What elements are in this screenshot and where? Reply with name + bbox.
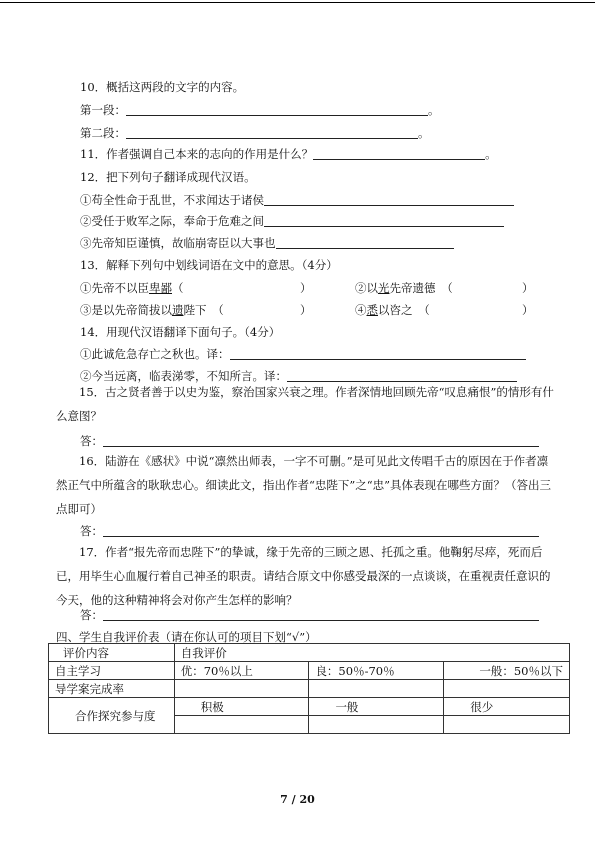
option-good[interactable]: 良：50％-70％ bbox=[309, 662, 444, 680]
answer-line[interactable] bbox=[126, 126, 418, 139]
option-average[interactable]: 一般：50％以下 bbox=[444, 662, 570, 680]
q13-item-3: ③是以先帝简拔以遗陛下 （ bbox=[80, 303, 224, 317]
q12-sentence-3: ③先帝知臣谨慎，故临崩寄臣以大事也 bbox=[80, 236, 454, 250]
table-row bbox=[49, 698, 570, 716]
q13-close-4: ） bbox=[522, 303, 534, 317]
q14-sentence-2: ②今当远离，临表涕零，不知所言。译： bbox=[80, 369, 517, 383]
answer-line[interactable] bbox=[103, 434, 539, 447]
q13-close-1: ） bbox=[300, 281, 312, 295]
answer-line[interactable] bbox=[103, 524, 539, 537]
question-17: 17．作者“报先帝而忠陛下”的挚诚，缘于先帝的三顾之恩、托孤之重。他鞠躬尽瘁，死而后已，用毕生心血履行着自己神圣的职责。请结合原文中你感受最深的一点谈谈，在重视责任意识的今天，他的这种精神将会对你产生怎样的影响？ bbox=[56, 545, 551, 607]
q14-sentence-1: ①此诚危急存亡之秋也。译： bbox=[80, 347, 526, 361]
q17-answer: 答： bbox=[80, 608, 539, 622]
q13-item-2: ②以光先帝遗德 （ bbox=[355, 281, 453, 295]
q13-item-1: ①先帝不以臣卑鄙（ bbox=[80, 281, 184, 295]
table-row bbox=[49, 662, 570, 680]
question-12: 12．把下列句子翻译成现代汉语。 bbox=[80, 170, 256, 184]
mark-cell[interactable] bbox=[174, 680, 309, 698]
q13-close-2: ） bbox=[522, 281, 534, 295]
table-row bbox=[49, 680, 570, 698]
table-header-row bbox=[49, 644, 570, 662]
mark-cell[interactable] bbox=[444, 680, 570, 698]
q13-close-3: ） bbox=[300, 303, 312, 317]
answer-line[interactable] bbox=[276, 236, 454, 249]
q12-sentence-2: ②受任于败军之际，奉命于危难之间 bbox=[80, 214, 504, 228]
question-15: 15．古之贤者善于以史为鉴，察治国家兴衰之理。作者深情地回顾先帝“叹息痛恨”的情形有什么意图？ bbox=[56, 385, 554, 423]
self-evaluation-table bbox=[48, 643, 570, 734]
mark-cell[interactable] bbox=[309, 680, 444, 698]
q12-sentence-1: ①苟全性命于乱世，不求闻达于诸侯 bbox=[80, 193, 514, 207]
q13-item-4: ④悉以咨之 （ bbox=[355, 303, 430, 317]
mark-cell[interactable] bbox=[174, 716, 309, 734]
q16-answer: 答： bbox=[80, 524, 539, 538]
header-content: 评价内容 bbox=[49, 644, 175, 662]
question-10: 10．概括这两段的文字的内容。 bbox=[80, 80, 245, 94]
section-4-title: 四、学生自我评价表（请在你认可的项目下划“√”） bbox=[56, 630, 317, 644]
question-16: 16．陆游在《感状》中说“凛然出师表，一字不可删。”是可见此文传唱千古的原因在于作者凛然正气中所蕴含的耿耿忠心。细读此文，指出作者“忠陛下”之“忠”具体表现在哪些方面？（答出三点即可） bbox=[56, 454, 552, 516]
mark-cell[interactable] bbox=[309, 716, 444, 734]
page-number: 7 / 20 bbox=[280, 793, 315, 806]
row-label-completion: 导学案完成率 bbox=[49, 680, 175, 698]
row-label-self-study: 自主学习 bbox=[49, 662, 175, 680]
question-13: 13．解释下列句中划线词语在文中的意思。（4分） bbox=[80, 258, 338, 272]
question-14: 14．用现代汉语翻译下面句子。（4分） bbox=[80, 325, 281, 339]
header-rule bbox=[0, 2, 595, 3]
option-rarely[interactable]: 很少 bbox=[444, 698, 570, 716]
q15-answer: 答： bbox=[80, 434, 539, 448]
option-normal[interactable]: 一般 bbox=[309, 698, 444, 716]
q10-paragraph-2: 第二段： 。 bbox=[80, 126, 430, 140]
q10-paragraph-1: 第一段： 。 bbox=[80, 103, 440, 117]
row-label-cooperation: 合作探究参与度 bbox=[49, 698, 175, 734]
answer-line[interactable] bbox=[230, 347, 526, 360]
mark-cell[interactable] bbox=[444, 716, 570, 734]
answer-line[interactable] bbox=[264, 193, 514, 206]
answer-line[interactable] bbox=[264, 214, 504, 227]
answer-line[interactable] bbox=[126, 103, 428, 116]
header-self-eval: 自我评价 bbox=[174, 644, 569, 662]
answer-line[interactable] bbox=[313, 147, 485, 160]
option-active[interactable]: 积极 bbox=[174, 698, 309, 716]
answer-line[interactable] bbox=[103, 608, 539, 621]
option-excellent[interactable]: 优：70％以上 bbox=[174, 662, 309, 680]
question-11: 11．作者强调自己本来的志向的作用是什么？ 。 bbox=[80, 147, 497, 161]
